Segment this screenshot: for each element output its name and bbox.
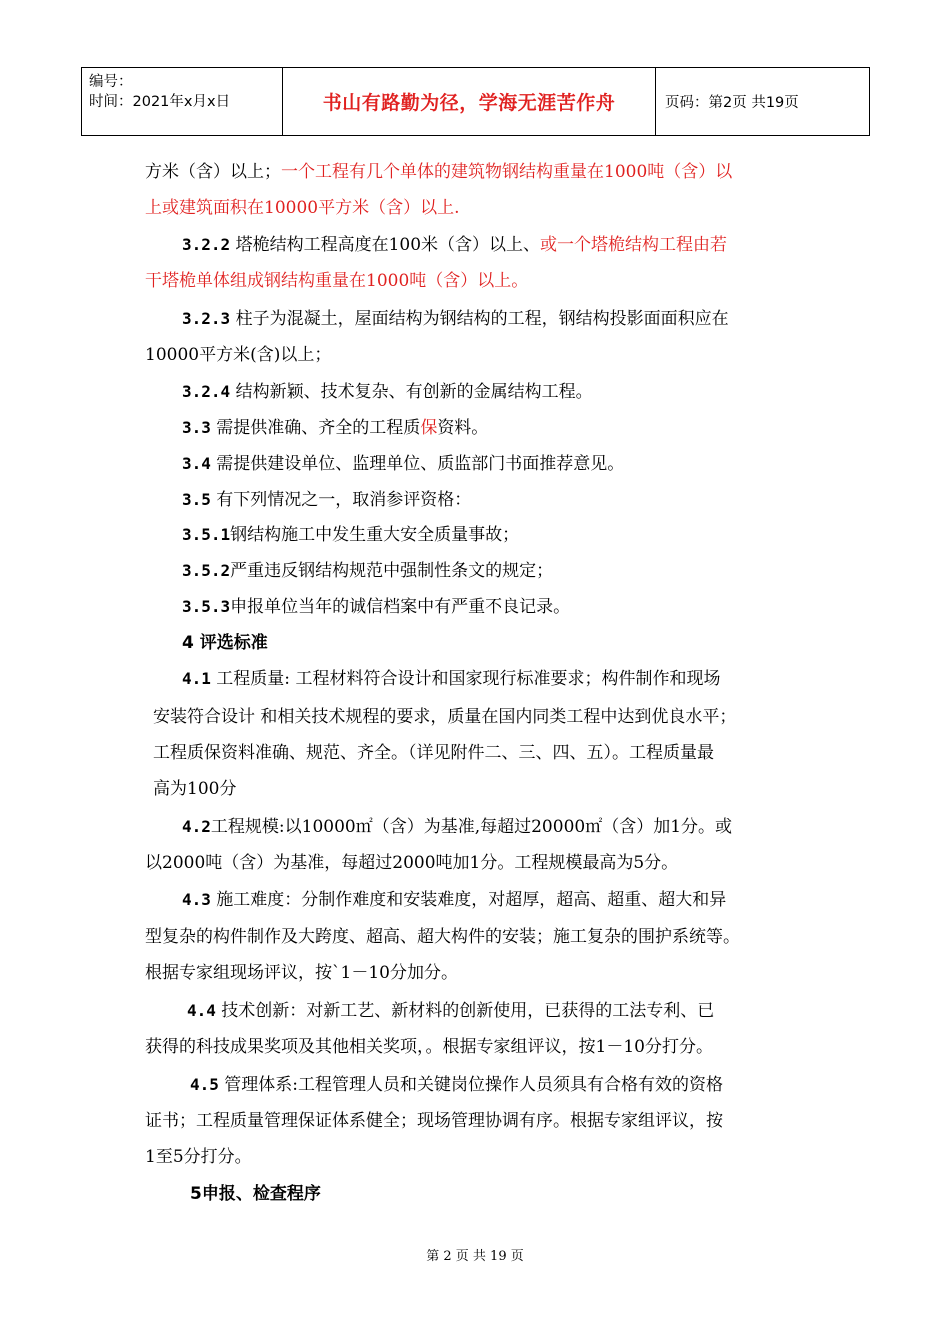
section-number: 3.3	[182, 418, 211, 437]
paragraph-line	[182, 888, 862, 912]
highlighted-text: 保	[420, 418, 438, 438]
paragraph-line: 安装符合设计 和相关技术规程的要求，质量在国内同类工程中达到优良水平；	[153, 707, 737, 727]
text-run: 工程规模:以10000㎡（含）为基准,每超过20000㎡（含）加1分。或	[210, 817, 733, 837]
section-heading: 4 评选标准	[182, 633, 268, 653]
text-run: 需提供建设单位、监理单位、质监部门书面推荐意见。	[210, 454, 625, 474]
header-motto: 书山有路勤为径，学海无涯苦作舟	[283, 68, 656, 135]
text-run: 申报单位当年的诚信档案中有严重不良记录。	[230, 597, 571, 617]
section-number: 3.2.2	[182, 235, 231, 254]
paragraph-line	[145, 160, 825, 184]
paragraph-line: 工程质保资料准确、规范、齐全。（详见附件二、三、四、五）。工程质量最	[153, 743, 714, 763]
paragraph-line	[182, 307, 862, 331]
text-run: 工程质量: 工程材料符合设计和国家现行标准要求；构件制作和现场	[210, 669, 721, 689]
text-run: 钢结构施工中发生重大安全质量事故；	[230, 525, 520, 545]
number-label: 编号：	[89, 74, 133, 90]
paragraph-line	[182, 667, 862, 691]
highlighted-text: 一个工程有几个单体的建筑物钢结构重量在1000吨（含）以	[281, 162, 733, 182]
section-number: 3.5.2	[182, 561, 231, 580]
paragraph-line	[182, 595, 862, 619]
section-number: 3.5.3	[182, 597, 231, 616]
paragraph-line	[182, 233, 862, 257]
text-run: 严重违反钢结构规范中强制性条文的规定；	[230, 561, 554, 581]
paragraph-line: 10000平方米(含)以上；	[145, 345, 332, 365]
paragraph-line: 高为100分	[153, 779, 237, 799]
text-run: 结构新颖、技术复杂、有创新的金属结构工程。	[230, 382, 593, 402]
paragraph-line: 上或建筑面积在10000平方米（含）以上.	[145, 198, 460, 218]
section-number: 4.4	[187, 1001, 216, 1020]
section-number: 4.1	[182, 669, 211, 688]
paragraph-line: 证书；工程质量管理保证体系健全；现场管理协调有序。根据专家组评议，按	[145, 1111, 723, 1131]
header-meta	[82, 68, 283, 135]
paragraph-line: 获得的科技成果奖项及其他相关奖项，。根据专家组评议，按1－10分打分。	[145, 1037, 713, 1057]
text-run: 方米（含）以上；	[145, 162, 281, 182]
paragraph-line	[182, 559, 862, 583]
text-run: 柱子为混凝土，屋面结构为钢结构的工程，钢结构投影面面积应在	[230, 309, 729, 329]
text-run: 技术创新：对新工艺、新材料的创新使用，已获得的工法专利、已	[215, 1001, 715, 1021]
text-run: 施工难度：分制作难度和安装难度，对超厚，超高、超重、超大和异	[210, 890, 727, 910]
text-run: 有下列情况之一，取消参评资格：	[210, 490, 472, 510]
section-number: 3.2.3	[182, 309, 231, 328]
section-number: 3.5.1	[182, 525, 231, 544]
time-label: 时间：2021年x月x日	[89, 94, 231, 110]
paragraph-line: 根据专家组现场评议，按`1－10分加分。	[145, 963, 458, 983]
paragraph-line	[187, 999, 867, 1023]
paragraph-line	[182, 815, 862, 839]
section-number: 4.5	[190, 1075, 219, 1094]
paragraph-line: 干塔桅单体组成钢结构重量在1000吨（含）以上。	[145, 271, 529, 291]
section-number: 3.5	[182, 490, 211, 509]
highlighted-text: 或一个塔桅结构工程由若	[540, 235, 728, 255]
section-number: 4.2	[182, 817, 211, 836]
paragraph-line	[182, 488, 862, 512]
paragraph-line: 1至5分打分。	[145, 1147, 252, 1167]
header-page-info: 页码：第2页 共19页	[665, 95, 799, 111]
section-number: 3.4	[182, 454, 211, 473]
text-run: 塔桅结构工程高度在100米（含）以上、	[230, 235, 541, 255]
text-run: 资料。	[437, 418, 489, 438]
text-run: 管理体系:工程管理人员和关键岗位操作人员须具有合格有效的资格	[218, 1075, 724, 1095]
section-number: 4.3	[182, 890, 211, 909]
page-header	[81, 67, 870, 136]
paragraph-line	[190, 1073, 870, 1097]
text-run: 需提供准确、齐全的工程质	[210, 418, 421, 438]
page-footer: 第 2 页 共 19 页	[426, 1249, 524, 1264]
paragraph-line	[182, 416, 862, 440]
paragraph-line	[182, 452, 862, 476]
paragraph-line: 以2000吨（含）为基准，每超过2000吨加1分。工程规模最高为5分。	[145, 853, 679, 873]
paragraph-line	[182, 523, 862, 547]
section-heading: 5申报、检查程序	[190, 1184, 321, 1204]
paragraph-line	[182, 380, 862, 404]
paragraph-line: 型复杂的构件制作及大跨度、超高、超大构件的安装；施工复杂的围护系统等。	[145, 927, 740, 947]
section-number: 3.2.4	[182, 382, 231, 401]
